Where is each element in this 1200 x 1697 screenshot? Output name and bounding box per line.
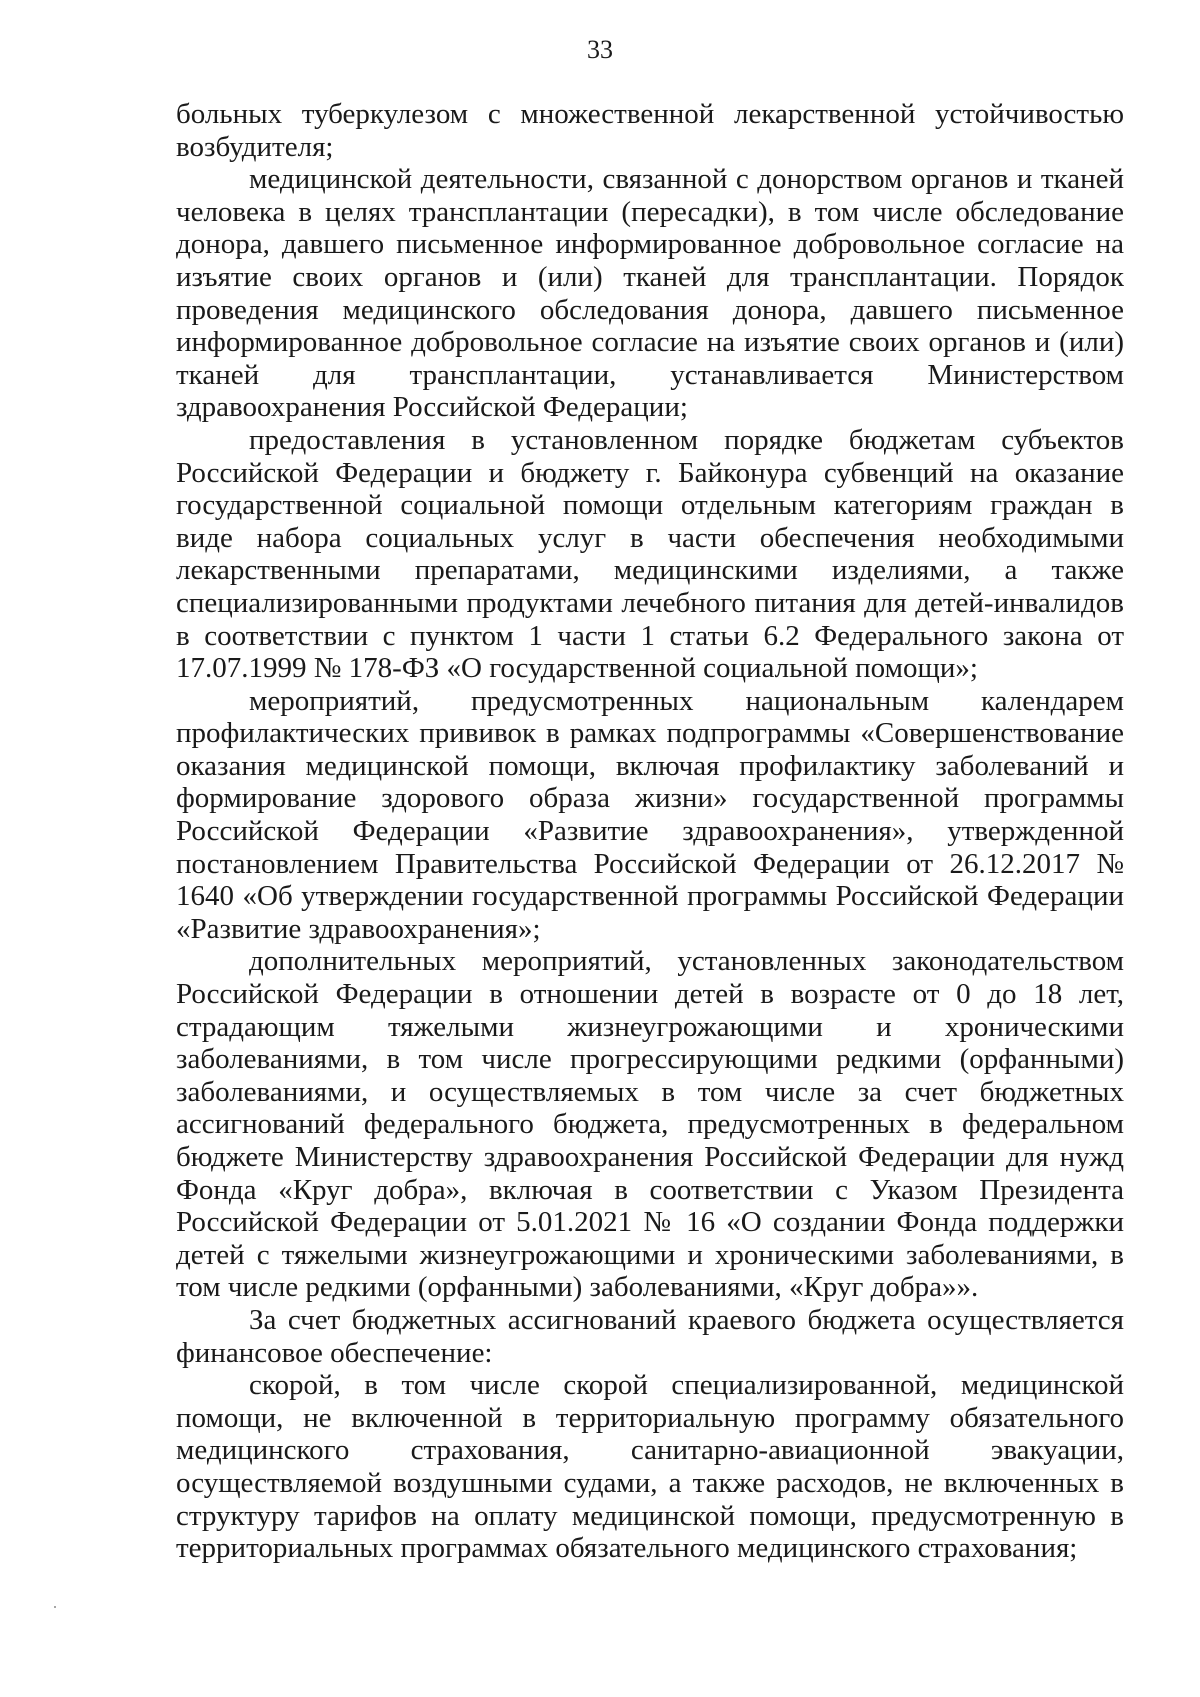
paragraph-subventions: предоставления в установленном порядке бюджетам субъектов Российской Федерации и бюджету г. Байконура субвенций на оказание государственной социальной помощи отдельным категориям граждан в виде набора социальных услуг в части обеспечения необходимыми лекарственными препаратами, медицинскими изделиями, а также специализированными продуктами лечебного питания для детей-инвалидов в соответствии с пунктом 1 части 1 статьи 6.2 Федерального закона от 17.07.1999 № 178-ФЗ «О государственной социальной помощи»; [176,423,1124,685]
paragraph-donor-medical-activity: медицинской деятельности, связанной с донорством органов и тканей человека в целях трансплантации (пересадки), в том числе обследование донора, давшего письменное информированное добровольное согласие на изъятие своих органов и (или) тканей для трансплантации. Порядок проведения медицинского обследования донора, давшего письменное информированное добровольное согласие на изъятие своих органов и (или) тканей для трансплантации, устанавливается Министерством здравоохранения Российской Федерации; [176,163,1124,424]
paragraph-continuation: больных туберкулезом с множественной лекарственной устойчивостью возбудителя; [176,98,1124,163]
scan-speck [54,1606,56,1608]
page-number: 33 [587,35,613,64]
paragraph-krug-dobra-fund: дополнительных мероприятий, установленных законодательством Российской Федерации в отношении детей в возрасте от 0 до 18 лет, страдающим тяжелыми жизнеугрожающими и хроническими заболеваниями, в том числе прогрессирующими редкими (орфанными) заболеваниями, и осуществляемых в том числе за счет бюджетных ассигнований федерального бюджета, предусмотренных в федеральном бюджете Министерству здравоохранения Российской Федерации для нужд Фонда «Круг добра», включая в соответствии с Указом Президента Российской Федерации от 5.01.2021 № 16 «О создании Фонда поддержки детей с тяжелыми жизнеугрожающими и хроническими заболеваниями, в том числе редкими (орфанными) заболеваниями, «Круг добра»». [176,945,1124,1304]
paragraph-regional-budget: За счет бюджетных ассигнований краевого бюджета осуществляется финансовое обеспечение: [176,1303,1124,1369]
paragraph-vaccination-calendar: мероприятий, предусмотренных национальным календарем профилактических прививок в рамках подпрограммы «Совершенствование оказания медицинской помощи, включая профилактику заболеваний и формирование здорового образа жизни» государственной программы Российской Федерации «Развитие здравоохранения», утвержденной постановлением Правительства Российской Федерации от 26.12.2017 № 1640 «Об утверждении государственной программы Российской Федерации «Развитие здравоохранения»; [176,684,1124,945]
document-body [176,98,1124,1565]
paragraph-emergency-care: скорой, в том числе скорой специализированной, медицинской помощи, не включенной в территориальную программу обязательного медицинского страхования, санитарно-авиационной эвакуации, осуществляемой воздушными судами, а также расходов, не включенных в структуру тарифов на оплату медицинской помощи, предусмотренную в территориальных программах обязательного медицинского страхования; [176,1369,1124,1565]
